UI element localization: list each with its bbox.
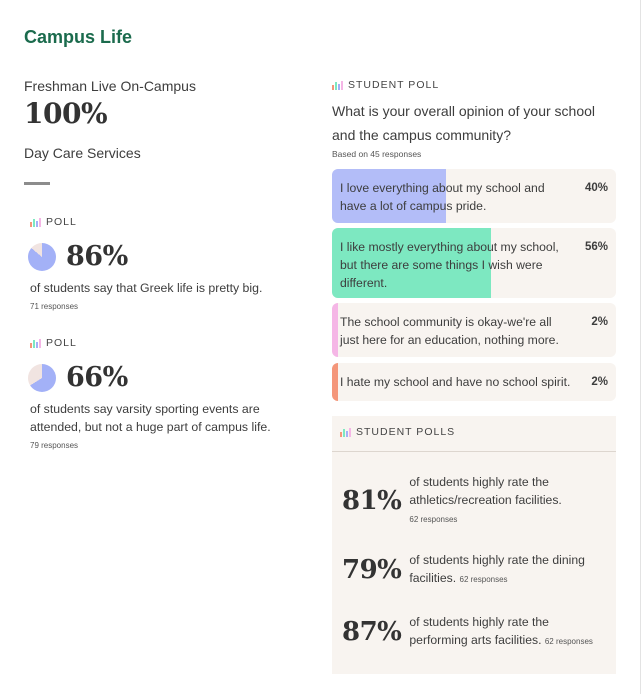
student-poll-tag bbox=[332, 79, 439, 91]
poll-option-text: I like mostly everything about my school, but there are some things I wish were different. bbox=[340, 240, 559, 290]
poll-option-text: I love everything about my school and have a lot of campus pride. bbox=[340, 181, 545, 213]
poll-percent: 66% bbox=[66, 362, 128, 393]
poll-stat-responses: 62 responses bbox=[544, 637, 593, 646]
poll-responses: 79 responses bbox=[30, 441, 79, 450]
poll-stat-text bbox=[409, 473, 609, 529]
poll-responses: 71 responses bbox=[30, 302, 79, 311]
poll-option-bar bbox=[332, 363, 338, 401]
poll-result bbox=[28, 241, 128, 272]
poll-option-bar bbox=[332, 303, 338, 357]
bar-chart-icon bbox=[30, 339, 41, 348]
poll-option-percent: 2% bbox=[591, 376, 608, 388]
pie-chart-icon bbox=[28, 364, 56, 392]
poll-description: of students say that Greek life is pretty big. bbox=[30, 281, 263, 295]
poll-option bbox=[332, 169, 616, 223]
bar-chart-icon bbox=[340, 428, 351, 437]
poll-stat-percent: 79% bbox=[342, 555, 402, 585]
poll-option-percent: 56% bbox=[584, 241, 608, 253]
poll-option bbox=[332, 303, 616, 357]
student-poll-tag-label: STUDENT POLL bbox=[348, 79, 440, 91]
poll-stat-percent: 87% bbox=[342, 617, 402, 647]
poll-tag bbox=[30, 216, 77, 228]
poll-option-percent: 2% bbox=[591, 316, 608, 328]
poll-tag bbox=[30, 337, 77, 349]
poll-stat-percent: 81% bbox=[342, 486, 402, 516]
poll-description: of students say varsity sporting events are attended, but not a huge part of campus life. bbox=[30, 402, 271, 434]
poll-stat bbox=[342, 473, 609, 529]
poll-percent: 86% bbox=[66, 241, 128, 272]
poll-option-text: The school community is okay-we're all just here for an education, nothing more. bbox=[340, 315, 559, 347]
student-polls-panel bbox=[332, 416, 616, 674]
poll-stat-text bbox=[409, 551, 609, 589]
poll-tag-label: POLL bbox=[46, 216, 77, 228]
poll-stat-description: of students highly rate the performing arts facilities. bbox=[409, 615, 549, 647]
freshman-value: 100% bbox=[24, 97, 108, 130]
poll-question: What is your overall opinion of your school and the campus community? bbox=[332, 103, 596, 143]
daycare-value-dash bbox=[24, 182, 50, 185]
poll-option bbox=[332, 363, 616, 401]
student-polls-tag bbox=[340, 426, 455, 438]
poll-result bbox=[28, 362, 128, 393]
bar-chart-icon bbox=[30, 218, 41, 227]
poll-stat-description: of students highly rate the dining facilities. bbox=[409, 553, 585, 585]
poll-stat-description: of students highly rate the athletics/recreation facilities. bbox=[409, 475, 562, 507]
freshman-label: Freshman Live On-Campus bbox=[24, 78, 196, 94]
pie-chart-icon bbox=[28, 243, 56, 271]
poll-stat-text bbox=[409, 613, 609, 651]
divider bbox=[332, 451, 616, 452]
bar-chart-icon bbox=[332, 81, 343, 90]
poll-option-text: I hate my school and have no school spirit. bbox=[340, 375, 571, 389]
section-title: Campus Life bbox=[24, 27, 133, 47]
poll-option-percent: 40% bbox=[584, 182, 608, 194]
poll-stat bbox=[342, 613, 609, 651]
poll-stat bbox=[342, 551, 609, 589]
poll-stat-responses: 62 responses bbox=[409, 515, 458, 524]
daycare-label: Day Care Services bbox=[24, 145, 141, 161]
poll-based-on: Based on 45 responses bbox=[332, 149, 422, 159]
poll-option bbox=[332, 228, 616, 298]
student-polls-tag-label: STUDENT POLLS bbox=[356, 426, 456, 438]
poll-stat-responses: 62 responses bbox=[459, 575, 508, 584]
poll-tag-label: POLL bbox=[46, 337, 77, 349]
